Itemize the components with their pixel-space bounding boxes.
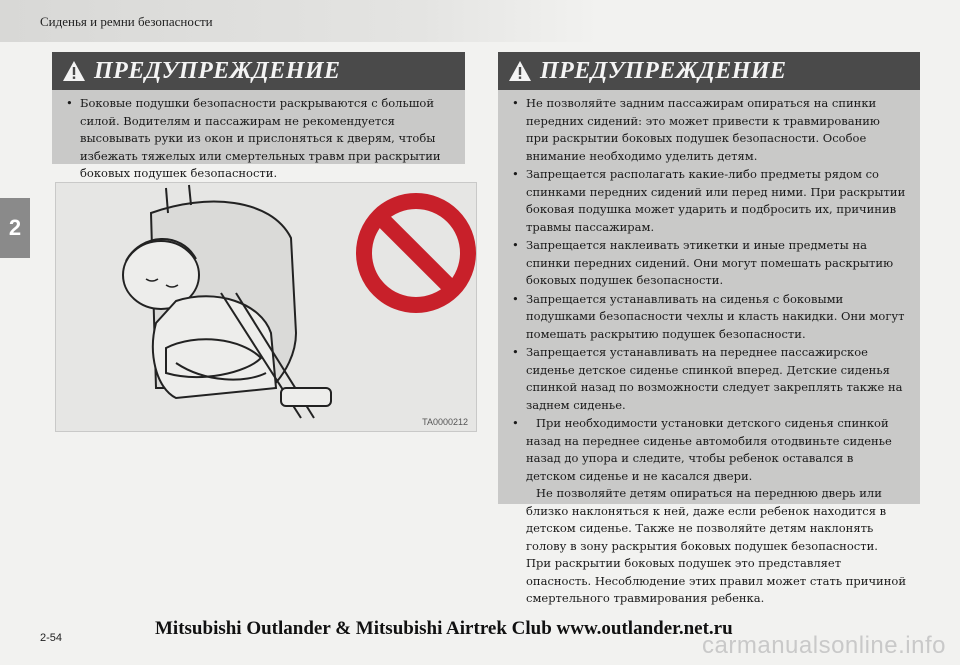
warning-item: • Запрещается устанавливать на переднее пассажирское сиденье детское сиденье спинкой вперед. Детские сиденья спинкой назад по возможности следует закреплять также на заднем сиденье. bbox=[512, 344, 906, 414]
chapter-tab: 2 bbox=[0, 198, 30, 258]
warning-item: • Запрещается наклеивать этикетки и иные предметы на спинки передних сидений. Они могут помешать раскрытию боковых подушек безопасности. bbox=[512, 237, 906, 290]
warning-box-seat-rules bbox=[498, 52, 920, 605]
warning-continuation bbox=[512, 415, 906, 608]
running-head: Сиденья и ремни безопасности bbox=[40, 14, 213, 29]
warning-item: • Боковые подушки безопасности раскрываются с большой силой. Водителям и пассажирам не рекомендуется высовывать руки из окон и прислоняться к дверям, чтобы избежать тяжелых или смертельных травм при раскрытии боковых подушек безопасности. bbox=[66, 95, 451, 183]
warning-triangle-icon bbox=[62, 60, 86, 82]
warning-title: ПРЕДУПРЕЖДЕНИЕ bbox=[94, 57, 341, 84]
illustration-child-leaning-prohibited bbox=[55, 182, 477, 432]
warning-item: • Запрещается располагать какие-либо предметы рядом со спинками передних сидений или перед ними. При раскрытии боковая подушка может ударить и подбросить их, причинив травмы пассажирам. bbox=[512, 166, 906, 236]
warning-paragraph: • При необходимости установки детского сиденья спинкой назад на переднее сиденье автомобиля отодвиньте сиденье назад до упора и следите, чтобы ребенок оставался в детском сиденье и не касался двери. bbox=[526, 416, 892, 483]
warning-title-bar bbox=[52, 52, 465, 90]
prohibition-icon bbox=[364, 201, 468, 305]
warning-title: ПРЕДУПРЕЖДЕНИЕ bbox=[540, 57, 787, 84]
warning-list bbox=[498, 90, 920, 617]
warning-box-side-airbags bbox=[52, 52, 465, 180]
warning-triangle-icon bbox=[508, 60, 532, 82]
page-number: 2-54 bbox=[40, 632, 63, 644]
warning-paragraph: Не позволяйте детям опираться на переднюю дверь или близко наклоняться к ней, даже если ребенок находится в детском сиденье. Также не позволяйте детям наклонять голову в зону раскрытия боковых подушек безопасности. При раскрытии боковых подушек это представляет опасность. Несоблюдение этих правил может стать причиной смертельного травмирования ребенка. bbox=[526, 486, 906, 605]
figure-code: TA0000212 bbox=[422, 417, 468, 427]
warning-item: • Запрещается устанавливать на сиденья с боковыми подушками безопасности чехлы и класть накидки. Они могут помешать раскрытию подушек безопасности. bbox=[512, 291, 906, 344]
warning-title-bar bbox=[498, 52, 920, 90]
watermark: carmanualsonline.info bbox=[702, 632, 946, 659]
warning-item: • Не позволяйте задним пассажирам опираться на спинки передних сидений: это может привести к травмированию при раскрытии боковых подушек безопасности. Особое внимание необходимо уделить детям. bbox=[512, 95, 906, 165]
child-sleeping-illustration bbox=[56, 183, 476, 431]
warning-list bbox=[52, 90, 465, 192]
footer-club-text: Mitsubishi Outlander & Mitsubishi Airtrek Club www.outlander.net.ru bbox=[155, 618, 733, 639]
